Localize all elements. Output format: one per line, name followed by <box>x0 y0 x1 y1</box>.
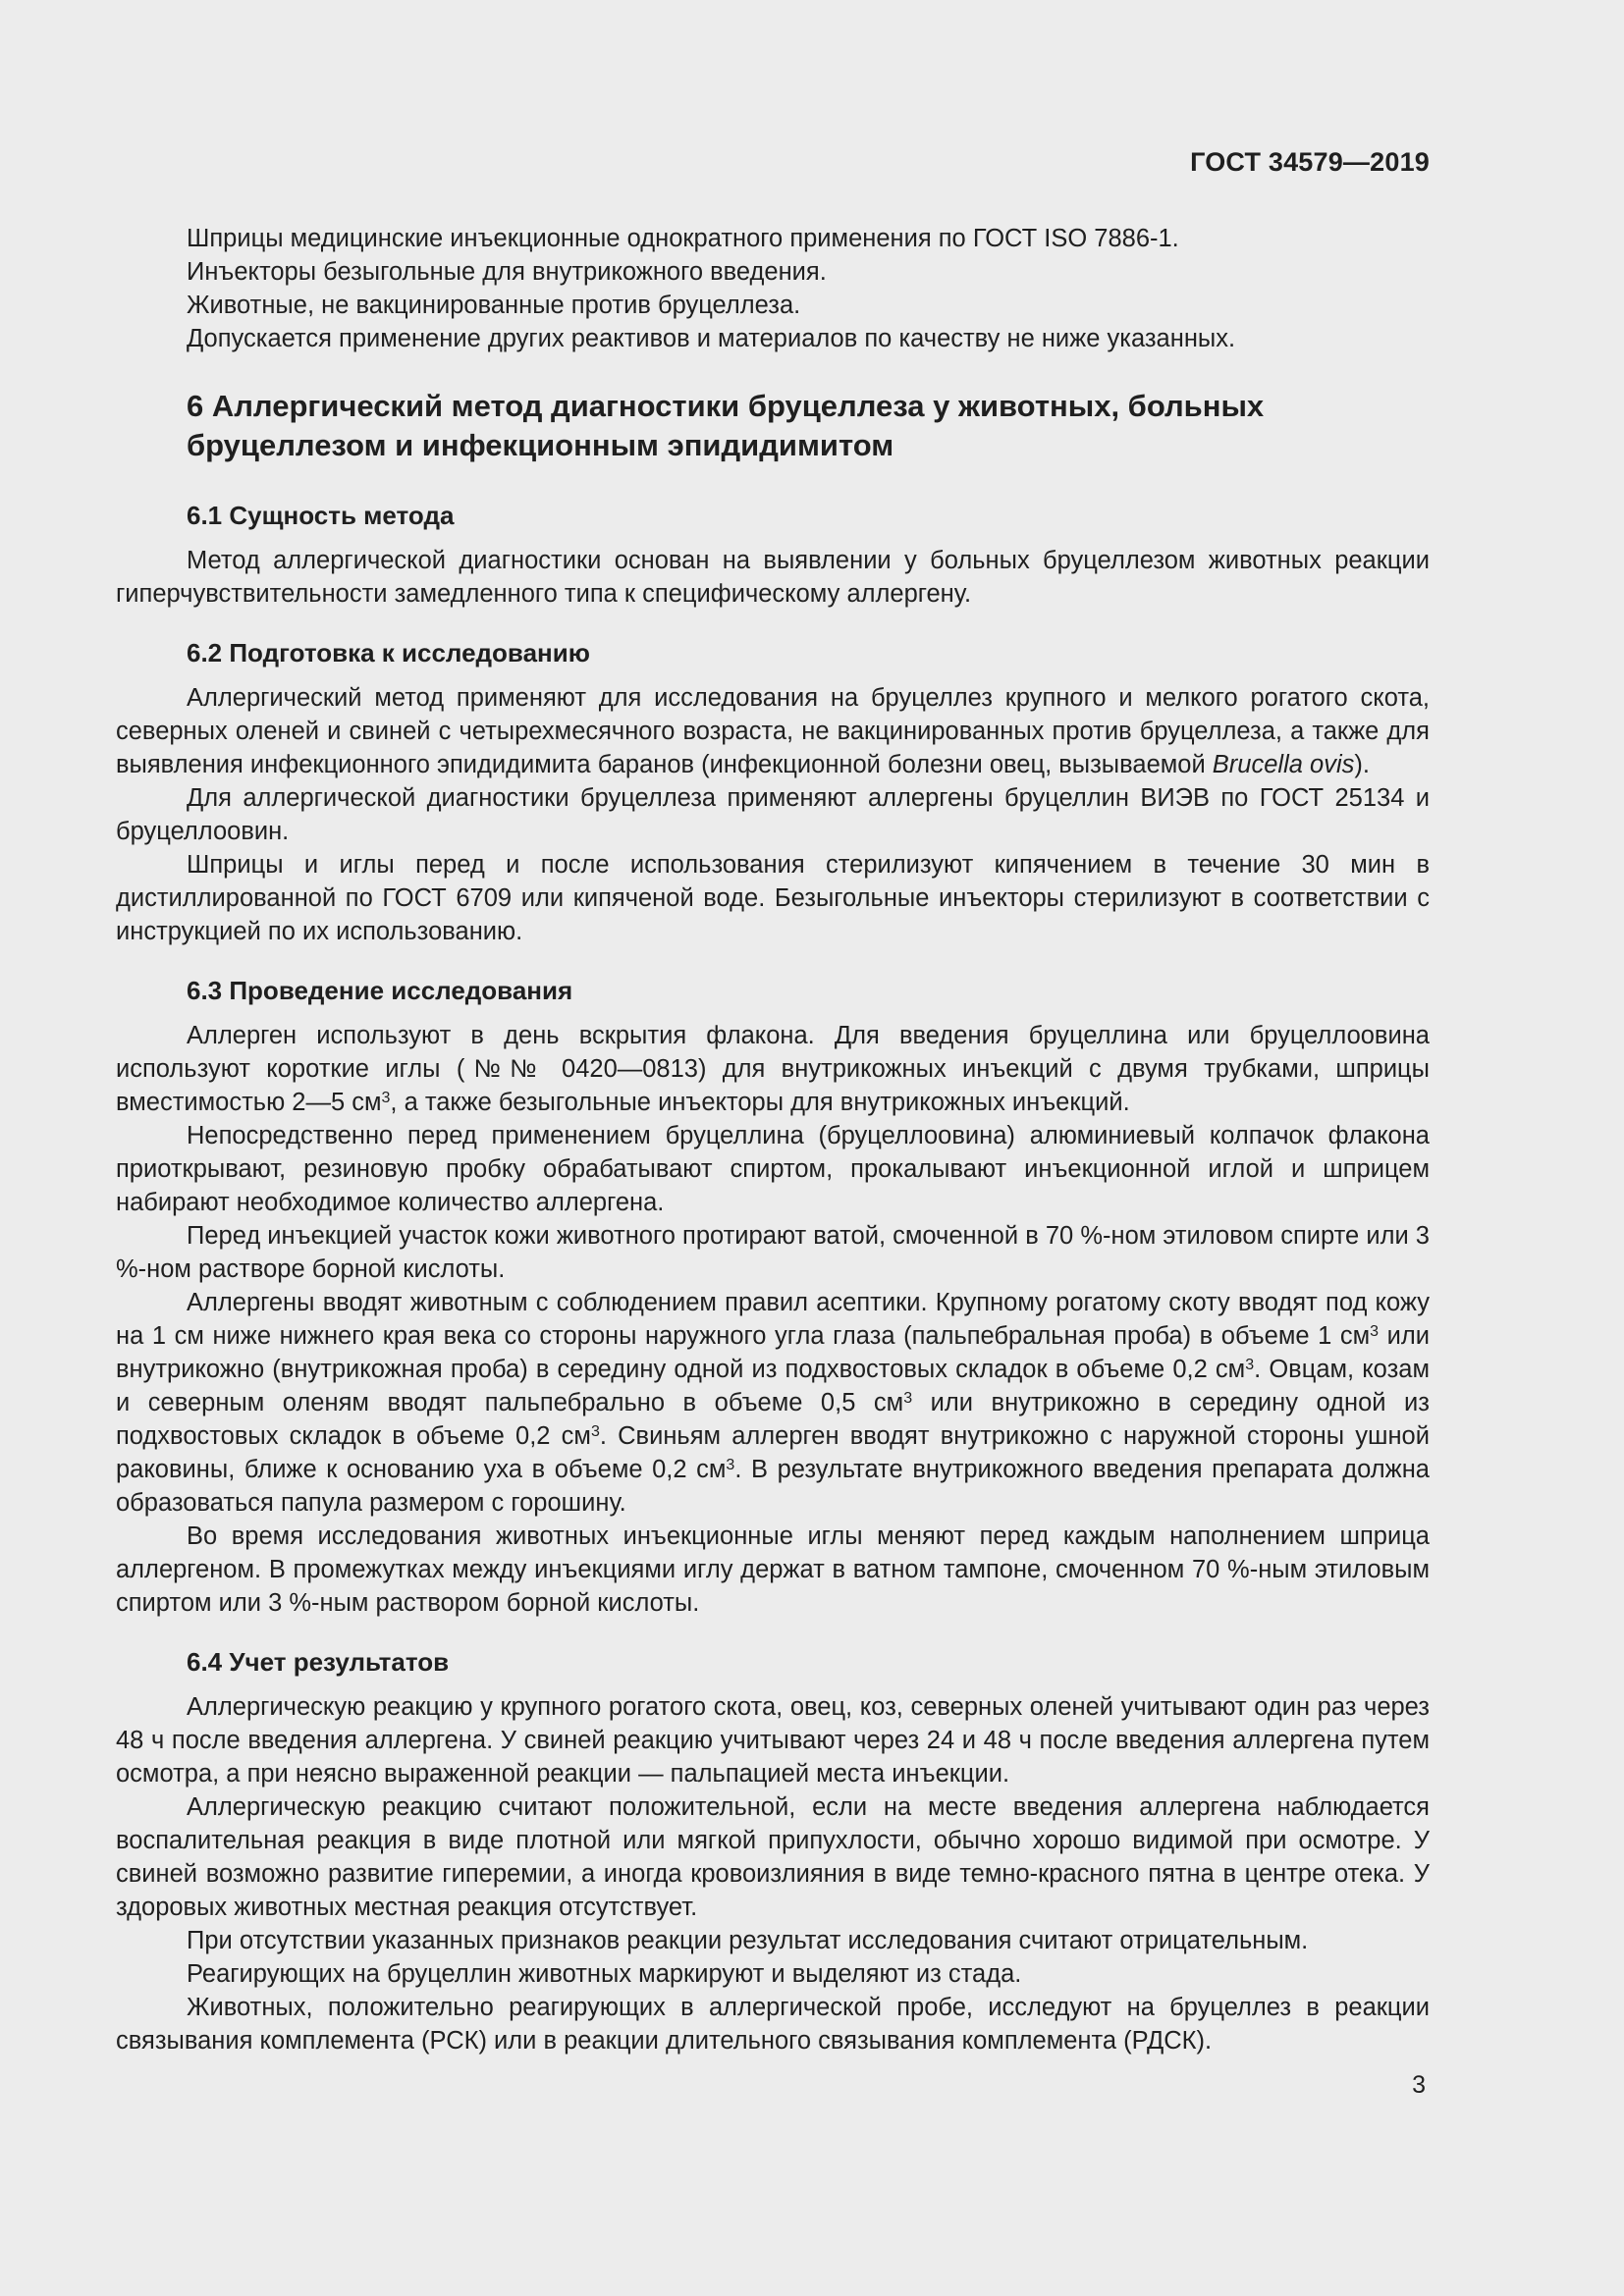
superscript: 3 <box>1370 1323 1380 1340</box>
materials-list <box>116 222 1430 355</box>
paragraph-text: ). <box>1354 751 1370 778</box>
paragraph: Метод аллергической диагностики основан на выявлении у больных бруцеллезом животных реакции гиперчувствительности замедленного типа к специфическому аллергену. <box>116 547 1430 608</box>
paragraph: Непосредственно перед применением бруцеллина (бруцеллоовина) алюминиевый колпачок флакона приоткрывают, резиновую пробку обрабатывают спиртом, прокалывают инъекционной иглой и шприцем набирают необходимое количество аллергена. <box>116 1122 1430 1216</box>
document-number: ГОСТ 34579—2019 <box>1190 147 1430 177</box>
paragraph-text: . В результате внутрикожного введения препарата должна образоваться папула размером с горошину. <box>116 1456 1430 1517</box>
paragraph-text: Аллерген используют в день вскрытия флакона. Для введения бруцеллина или бруцеллоовина используют короткие иглы (№№ 0420—0813) для внутрикожных инъекций с двумя трубками, шприцы вместимостью 2—5 см <box>116 1022 1430 1116</box>
page-number: 3 <box>1412 2071 1426 2099</box>
paragraph-text: . Свиньям аллерген вводят внутрикожно с наружной стороны ушной раковины, ближе к основанию уха в объеме 0,2 см <box>116 1422 1430 1483</box>
paragraph-text: , а также безыгольные инъекторы для внутрикожных инъекций. <box>390 1089 1130 1116</box>
section-6-2-heading: 6.2 Подготовка к исследованию <box>187 638 590 667</box>
list-item: Животные, не вакцинированные против бруцеллеза. <box>187 292 801 319</box>
paragraph: Перед инъекцией участок кожи животного протирают ватой, смоченной в 70 %-ном этиловом спирте или 3 %-ном растворе борной кислоты. <box>116 1222 1430 1283</box>
page-content <box>116 222 1430 2057</box>
species-name: Brucella ovis <box>1212 751 1355 778</box>
superscript: 3 <box>381 1090 391 1106</box>
paragraph: Для аллергической диагностики бруцеллеза применяют аллергены бруцеллин ВИЭВ по ГОСТ 25134 и бруцеллоовин. <box>116 784 1430 845</box>
paragraph: При отсутствии указанных признаков реакции результат исследования считают отрицательным. <box>187 1927 1309 1954</box>
list-item: Инъекторы безыгольные для внутрикожного введения. <box>187 258 827 286</box>
paragraph-text: . Овцам, козам и северным оленям вводят пальпебрально в объеме 0,5 см <box>116 1356 1430 1416</box>
section-6-heading: 6 Аллергический метод диагностики бруцеллеза у животных, больных бруцеллезом и инфекционным эпидидимитом <box>187 389 1265 462</box>
superscript: 3 <box>726 1457 735 1473</box>
paragraph: Животных, положительно реагирующих в аллергической пробе, исследуют на бруцеллез в реакции связывания комплемента (РСК) или в реакции длительного связывания комплемента (РДСК). <box>116 1994 1430 2055</box>
list-item: Шприцы медицинские инъекционные однократного применения по ГОСТ ISO 7886-1. <box>187 225 1179 252</box>
paragraph: Во время исследования животных инъекционные иглы меняют перед каждым наполнением шприца аллергеном. В промежутках между инъекциями иглу держат в ватном тампоне, смоченном 70 %-ным этиловым спиртом или 3 %-ным раствором борной кислоты. <box>116 1522 1430 1617</box>
paragraph <box>116 1286 1430 1520</box>
superscript: 3 <box>1245 1357 1255 1373</box>
paragraph-text: или внутрикожно (внутрикожная проба) в середину одной из подхвостовых складок в объеме 0,2 см <box>116 1322 1431 1383</box>
paragraph: Реагирующих на бруцеллин животных маркируют и выделяют из стада. <box>187 1960 1022 1988</box>
superscript: 3 <box>590 1423 600 1440</box>
paragraph <box>116 1019 1430 1119</box>
section-6-3-heading: 6.3 Проведение исследования <box>187 976 573 1005</box>
paragraph-text: Аллергены вводят животным с соблюдением правил асептики. Крупному рогатому скоту вводят под кожу на 1 см ниже нижнего края века со стороны наружного угла глаза (пальпебральная проба) в объеме 1 см <box>116 1289 1430 1350</box>
paragraph: Аллергическую реакцию считают положительной, если на месте введения аллергена наблюдается воспалительная реакция в виде плотной или мягкой припухлости, обычно хорошо видимой при осмотре. У свиней возможно развитие гиперемии, а иногда кровоизлияния в виде темно-красного пятна в центре отека. У здоровых животных местная реакция отсутствует. <box>116 1793 1430 1921</box>
superscript: 3 <box>903 1390 913 1407</box>
paragraph: Аллергическую реакцию у крупного рогатого скота, овец, коз, северных оленей учитывают один раз через 48 ч после введения аллергена. У свиней реакцию учитывают через 24 и 48 ч после введения аллергена путем осмотра, а при неясно выраженной реакции — пальпацией места инъекции. <box>116 1693 1430 1788</box>
paragraph-text: Аллергический метод применяют для исследования на бруцеллез крупного и мелкого рогатого скота, северных оленей и свиней с четырехмесячного возраста, не вакцинированных против бруцеллеза, а также для выявления инфекционного эпидидимита баранов (инфекционной болезни овец, вызываемой <box>116 684 1430 778</box>
paragraph <box>116 681 1430 781</box>
paragraph: Шприцы и иглы перед и после использования стерилизуют кипячением в течение 30 мин в дистиллированной по ГОСТ 6709 или кипяченой воде. Безыгольные инъекторы стерилизуют в соответствии с инструкцией по их использованию. <box>116 851 1430 945</box>
paragraph-text: или внутрикожно в середину одной из подхвостовых складок в объеме 0,2 см <box>116 1389 1430 1450</box>
section-6-1-heading: 6.1 Сущность метода <box>187 501 455 530</box>
section-6-4-heading: 6.4 Учет результатов <box>187 1647 450 1677</box>
list-item: Допускается применение других реактивов и материалов по качеству не ниже указанных. <box>187 325 1236 352</box>
